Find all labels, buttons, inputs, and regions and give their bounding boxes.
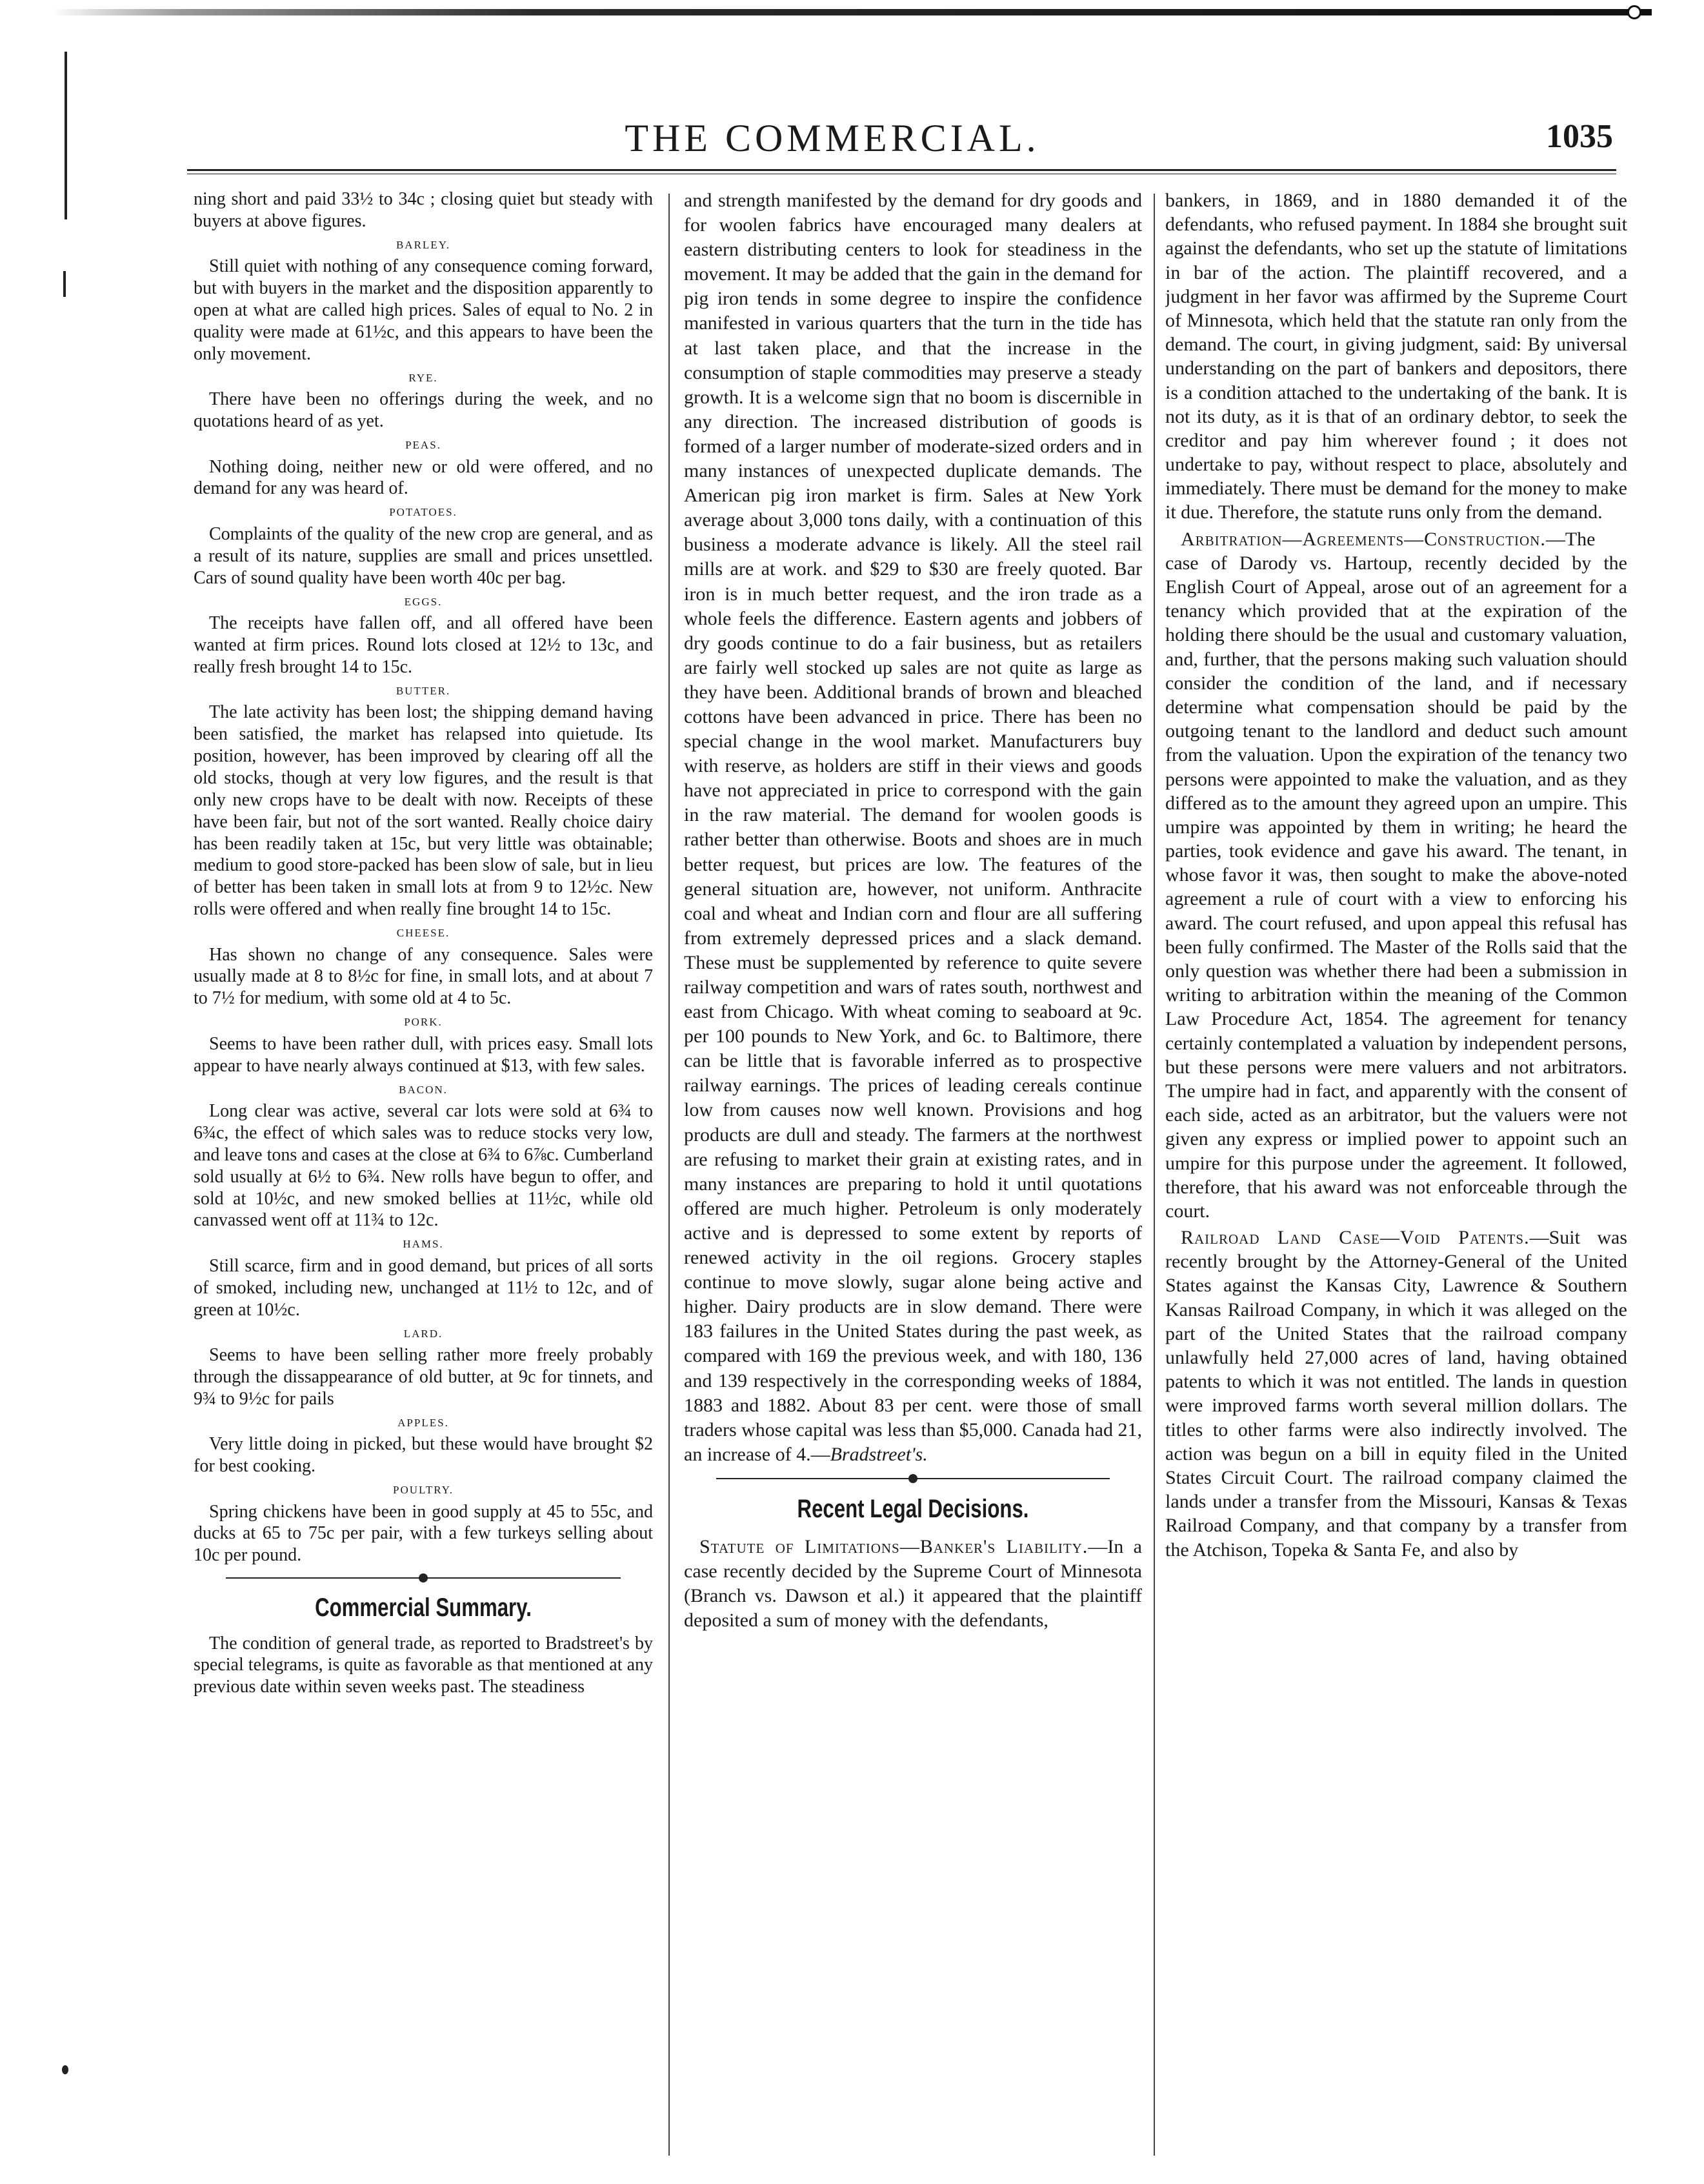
arbitration-paragraph bbox=[1165, 527, 1627, 1223]
barley-heading: BARLEY. bbox=[396, 238, 451, 251]
bacon-paragraph: Long clear was active, several car lots were sold at 6¾ to 6¾c, the effect of which sales was to reduce stocks very low, and leave tons and cases at the close at 6¾ to 6⅞c. Cumberland sold usually at 6½ to 6¾. New rolls have begun to offer, and sold at 10½c, and new smoked bellies at 11½c, while old canvassed went off at 11¾ to 12c. bbox=[194, 1101, 653, 1231]
butter-paragraph: The late activity has been lost; the shipping demand having been satisfied, the market has relapsed into quietude. Its position, however, has been improved by clearing off all the old stocks, though at very low figures, and the result is that only new crops have to be dealt with now. Receipts of these have been fair, but not of the sort wanted. Really choice dairy has been readily taken at 15c, but very little was obtainable; medium to good store-packed has been slow of sale, but in lieu of better has been taken in small lots at from 9 to 12½c. New rolls were offered and when really fine brought 14 to 15c. bbox=[194, 702, 653, 920]
pork-paragraph: Seems to have been rather dull, with prices easy. Small lots appear to have nearly always continued at $13, with few sales. bbox=[194, 1033, 653, 1076]
statute-runin-heading: Statute of Limitations—Banker's Liability. bbox=[699, 1535, 1088, 1557]
eggs-heading: EGGS. bbox=[404, 595, 443, 608]
arbitration-runin-heading: Arbitration—Agreements—Construction. bbox=[1181, 528, 1546, 550]
butter-heading: BUTTER. bbox=[396, 684, 451, 697]
barley-paragraph: Still quiet with nothing of any consequence coming forward, but with buyers in the market and the disposition apparently to open at what are called high prices. Sales of equal to No. 2 in quality were made at 61½c, and this appears to have been the only movement. bbox=[194, 256, 653, 364]
column-1 bbox=[194, 188, 653, 2157]
cheese-heading: CHEESE. bbox=[396, 927, 450, 939]
statute-continued-paragraph: bankers, in 1869, and in 1880 demanded it of the defendants, who refused payment. In 1884 she brought suit against the defendants, who set up the statute of limitations in bar of the action. The plaintiff recovered, and a judgment in her favor was affirmed by the Supreme Court of Minnesota, which held that the statute ran only from the demand. The court, in giving judgment, said: By universal understanding on the part of bankers and depositors, there is a condition attached to the undertaking of the bank. It is not its duty, as it is that of an ordinary debtor, to seek the creditor and pay him wherever found ; it does not undertake to pay, without respect to place, absolutely and immediately. There must be demand for the money to make it due. Therefore, the statute runs only from the demand. bbox=[1165, 190, 1627, 523]
commercial-summary-paragraph: The condition of general trade, as reported to Bradstreet's by special telegrams, is quite as favorable as that mentioned at any previous date within seven weeks past. The steadiness bbox=[194, 1633, 653, 1697]
railroad-paragraph bbox=[1165, 1226, 1627, 1562]
rye-heading: RYE. bbox=[408, 371, 438, 384]
railroad-runin-heading: Railroad Land Case—Void Patents. bbox=[1181, 1227, 1530, 1249]
column-2 bbox=[684, 188, 1142, 2157]
pork-heading: PORK. bbox=[404, 1016, 443, 1029]
poultry-paragraph: Spring chickens have been in good supply at 45 to 55c, and ducks at 65 to 75c per pair, with a few turkeys selling about 10c per pound. bbox=[194, 1501, 653, 1566]
hams-paragraph: Still scarce, firm and in good demand, but prices of all sorts of smoked, including new, unchanged at 11½ to 12c, and of green at 10½c. bbox=[194, 1255, 653, 1320]
poultry-heading: POULTRY. bbox=[393, 1484, 454, 1496]
bacon-heading: BACON. bbox=[399, 1083, 448, 1096]
summary-continued-paragraph bbox=[684, 188, 1142, 1467]
left-margin-mark-mid bbox=[63, 271, 66, 297]
section-ornament-2 bbox=[716, 1472, 1110, 1485]
eggs-paragraph: The receipts have fallen off, and all offered have been wanted at firm prices. Round lots closed at 12½ to 13c, and really fresh brought 14 to 15c. bbox=[194, 613, 653, 677]
arbitration-text: —The case of Darody vs. Hartoup, recently decided by the English Court of Appeal, arose out of an agreement for a tenancy which provided that at the expiration of the holding there should be the usual and customary valuation, and, further, that the persons making such valuation should consider the condition of the land, and if necessary determine what compensation should be paid by the outgoing tenant to the landlord and deduct such amount from the valuation. Upon the expiration of the tenancy two persons were appointed to make the valuation, and as they differed as to the amount they agreed upon an umpire. This umpire was appointed by them in writing; he heard the parties, took evidence and gave his award. The tenant, in whose favor it was, then sought to make the above-noted agreement a rule of court with a view to enforcing his award. The court refused, and upon appeal this refusal has been fully confirmed. The Master of the Rolls said that the only question was whether there had been a submission in writing to arbitration within the meaning of the Common Law Procedure Act, 1854. The agreement for tenancy certainly contemplated a valuation by independent persons, but these persons were mere valuers and not arbitrators. The umpire had in fact, and apparently with the consent of each side, acted as an arbitrator, but the valuers were not given any express or implied power to appoint such an umpire for this purpose under the agreement. It followed, therefore, that his award was not enforceable through the court. bbox=[1165, 528, 1627, 1222]
rye-paragraph: There have been no offerings during the week, and no quotations heard of as yet. bbox=[194, 389, 653, 432]
top-page-edge bbox=[52, 9, 1652, 15]
railroad-text: —Suit was recently brought by the Attorney-General of the United States against the Kansas City, Lawrence & Southern Kansas Railroad Company, in which it was alleged on the part of the United States that the railroad company unlawfully held 27,000 acres of land, having obtained patents to which it was not entitled. The lands in question were improved farms worth several million dollars. The titles to other farms were also indirectly involved. The action was begun on a bill in equity filed in the United States Circuit Court. The railroad company claimed the lands under a transfer from the Missouri, Kansas & Texas Railroad Company, and that company by a transfer from the Atchison, Topeka & Santa Fe, and also by bbox=[1165, 1227, 1627, 1561]
header-rule bbox=[187, 169, 1616, 174]
summary-continued-text: and strength manifested by the demand for dry goods and for woolen fabrics have encouraged many dealers at eastern distributing centers to look for steadiness in the movement. It may be added that the gain in the demand for pig iron tends in some degree to inspire the confidence manifested in various quarters that the turn in the tide has at last taken place, and that the increase in the consumption of staple commodities may preserve a steady growth. It is a welcome sign that no boom is discernible in any direction. The increased distribution of goods is formed of a larger number of moderate-sized orders and in many instances of unexpected duplicate demands. The American pig iron market is firm. Sales at New York average about 3,000 tons daily, with a continuation of this business a moderate advance is likely. All the steel rail mills are at work. and $29 to $30 are freely quoted. Bar iron is in much better request, and the iron trade as a whole feels the difference. Eastern agents and jobbers of dry goods continue to do a fair business, but as retailers are fairly well stocked up sales are not quite as large as they have been. Additional brands of brown and bleached cottons have been advanced in price. There has been no special change in the wool market. Manufacturers buy with reserve, as holders are stiff in their views and goods have not appreciated in price to correspond with the gain in the raw material. The demand for woolen goods is rather better than otherwise. Boots and shoes are in much better request, but prices are low. The features of the general situation are, however, not uniform. Anthracite coal and wheat and Indian corn and flour are all suffering from extremely depressed prices and a slack demand. These must be supplemented by reference to quite severe railway competition and wars of rates south, northwest and east from Chicago. With wheat coming to seaboard at 9c. per 100 pounds to New York, and 6c. to Baltimore, there can be little that is favorable inferred as to prospective railway earnings. The prices of leading cereals continue low from causes now well known. Provisions and hog products are dull and steady. The farmers at the northwest are refusing to market their grain at existing rates, and in many instances are preparing to hold it until quotations offered are much higher. Petroleum is only moderately active and is depressed to some extent by reports of renewed activity in the oil regions. Grocery staples continue to move slowly, sugar alone being active and higher. Dairy products are in slow demand. There were 183 failures in the United States during the past week, as compared with 169 the previous week, and with 180, 136 and 139 respectively in the corresponding weeks of 1884, 1883 and 1882. About 83 per cent. were those of small traders whose capital was less than $5,000. Canada had 21, an increase of 4.— bbox=[684, 190, 1142, 1465]
lard-paragraph: Seems to have been selling rather more freely probably through the dissappearance of old butter, at 9c for tinnets, and 9¾ to 9½c for pails bbox=[194, 1345, 653, 1409]
potatoes-heading: POTATOES. bbox=[389, 506, 457, 519]
apples-heading: APPLES. bbox=[397, 1416, 449, 1429]
hams-heading: HAMS. bbox=[403, 1238, 444, 1251]
column-3 bbox=[1165, 188, 1627, 2157]
left-margin-dot bbox=[62, 2065, 68, 2074]
statute-paragraph bbox=[684, 1535, 1142, 1633]
section-ornament-1 bbox=[226, 1572, 621, 1584]
statute-text: —In a case recently decided by the Supreme Court of Minnesota (Branch vs. Dawson et al.) it appeared that the plaintiff deposited a sum of money with the defendants, bbox=[684, 1535, 1142, 1631]
peas-heading: PEAS. bbox=[405, 439, 441, 451]
page-number: 1035 bbox=[1546, 118, 1613, 155]
column-divider-1 bbox=[668, 194, 670, 2156]
market-intro-paragraph: ning short and paid 33½ to 34c ; closing quiet but steady with buyers at above figures. bbox=[194, 189, 653, 231]
peas-paragraph: Nothing doing, neither new or old were offered, and no demand for any was heard of. bbox=[194, 456, 653, 499]
commercial-summary-heading: Commercial Summary. bbox=[315, 1593, 532, 1623]
column-divider-2 bbox=[1154, 194, 1155, 2156]
cheese-paragraph: Has shown no change of any consequence. Sales were usually made at 8 to 8½c for fine, in small lots, and at about 7 to 7½ for medium, with some old at 4 to 5c. bbox=[194, 944, 653, 1009]
summary-source: Bradstreet's. bbox=[830, 1443, 928, 1465]
journal-title: THE COMMERCIAL. bbox=[625, 117, 1040, 159]
lard-heading: LARD. bbox=[403, 1327, 443, 1340]
potatoes-paragraph: Complaints of the quality of the new crop are general, and as a result of its nature, supplies are small and prices unsettled. Cars of sound quality have been worth 40c per bag. bbox=[194, 523, 653, 588]
legal-decisions-heading: Recent Legal Decisions. bbox=[797, 1494, 1029, 1523]
corner-punch-hole bbox=[1627, 5, 1641, 19]
apples-paragraph: Very little doing in picked, but these would have brought $2 for best cooking. bbox=[194, 1434, 653, 1477]
